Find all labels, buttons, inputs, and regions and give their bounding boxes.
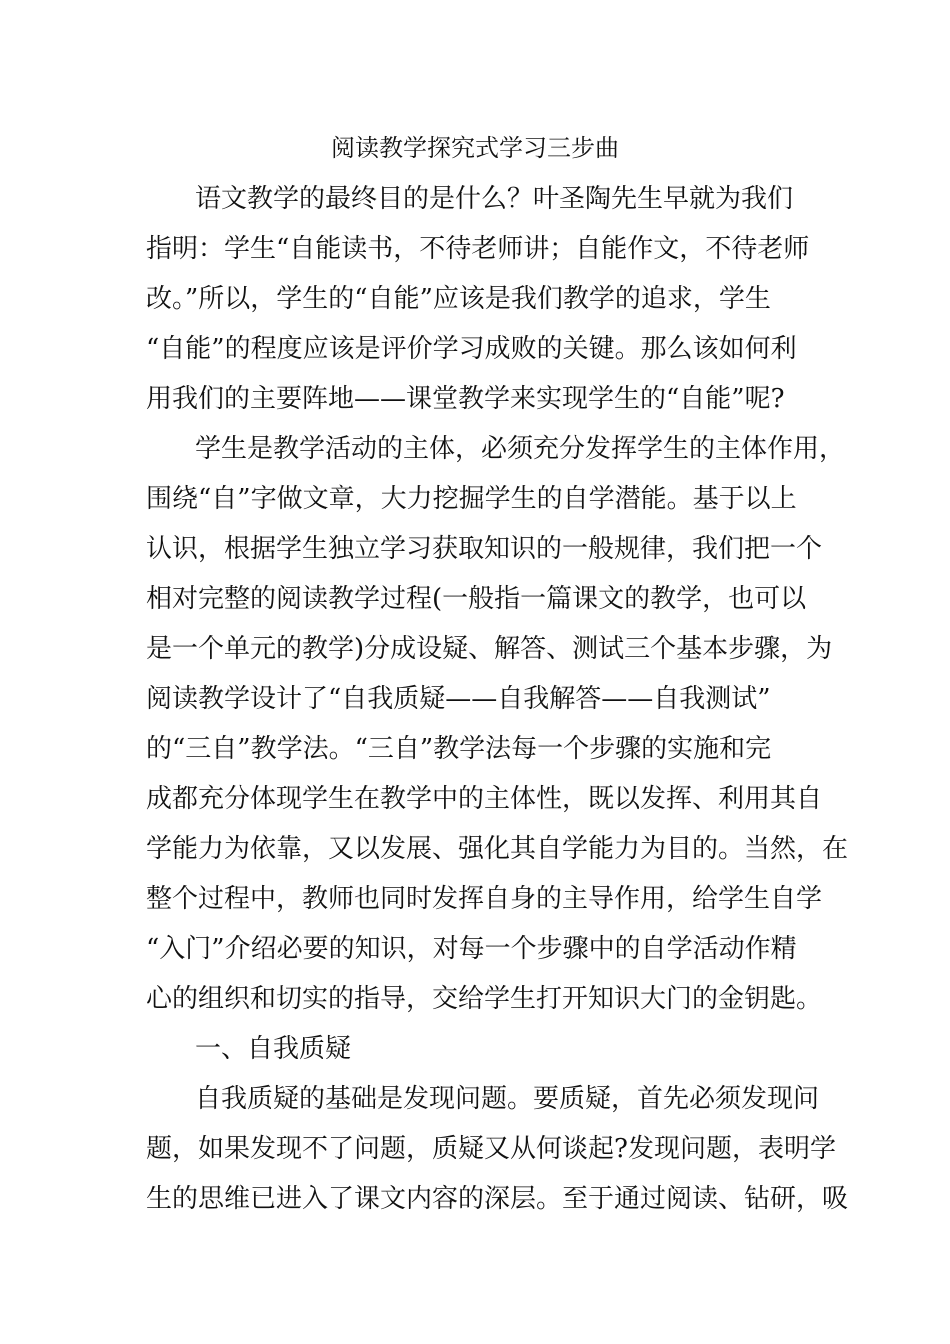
section-heading: 一、自我质疑 — [195, 1034, 352, 1064]
text-line: 学生是教学活动的主体，必须充分发挥学生的主体作用， — [195, 434, 846, 464]
text-line: 用我们的主要阵地——课堂教学来实现学生的“自能”呢? — [146, 384, 785, 414]
text-line: 成都充分体现学生在教学中的主体性，既以发挥、利用其自 — [146, 784, 823, 814]
text-line: 的“三自”教学法。“三自”教学法每一个步骤的实施和完 — [146, 734, 772, 764]
text-line: 自我质疑的基础是发现问题。要质疑，首先必须发现问 — [195, 1084, 820, 1114]
text-line: 是一个单元的教学)分成设疑、解答、测试三个基本步骤，为 — [146, 634, 833, 664]
document-title: 阅读教学探究式学习三步曲 — [331, 134, 619, 162]
text-line: 指明：学生“自能读书，不待老师讲；自能作文，不待老师 — [146, 234, 810, 264]
text-line: 认识，根据学生独立学习获取知识的一般规律，我们把一个 — [146, 534, 823, 564]
text-line: 相对完整的阅读教学过程(一般指一篇课文的教学，也可以 — [146, 584, 807, 614]
text-line: 题，如果发现不了问题，质疑又从何谈起?发现问题，表明学 — [146, 1134, 836, 1164]
text-line: 改。”所以，学生的“自能”应该是我们教学的追求，学生 — [146, 284, 771, 314]
text-line: 语文教学的最终目的是什么？叶圣陶先生早就为我们 — [195, 184, 794, 214]
text-line: 生的思维已进入了课文内容的深层。至于通过阅读、钻研，吸 — [146, 1184, 849, 1214]
text-line: 心的组织和切实的指导，交给学生打开知识大门的金钥匙。 — [146, 984, 823, 1014]
text-line: 整个过程中，教师也同时发挥自身的主导作用，给学生自学 — [146, 884, 823, 914]
text-line: “自能”的程度应该是评价学习成败的关键。那么该如何利 — [146, 334, 797, 364]
text-line: 学能力为依靠，又以发展、强化其自学能力为目的。当然，在 — [146, 834, 849, 864]
text-line: “入门”介绍必要的知识，对每一个步骤中的自学活动作精 — [146, 934, 797, 964]
text-line: 围绕“自”字做文章，大力挖掘学生的自学潜能。基于以上 — [146, 484, 797, 514]
text-line: 阅读教学设计了“自我质疑——自我解答——自我测试” — [146, 684, 771, 714]
